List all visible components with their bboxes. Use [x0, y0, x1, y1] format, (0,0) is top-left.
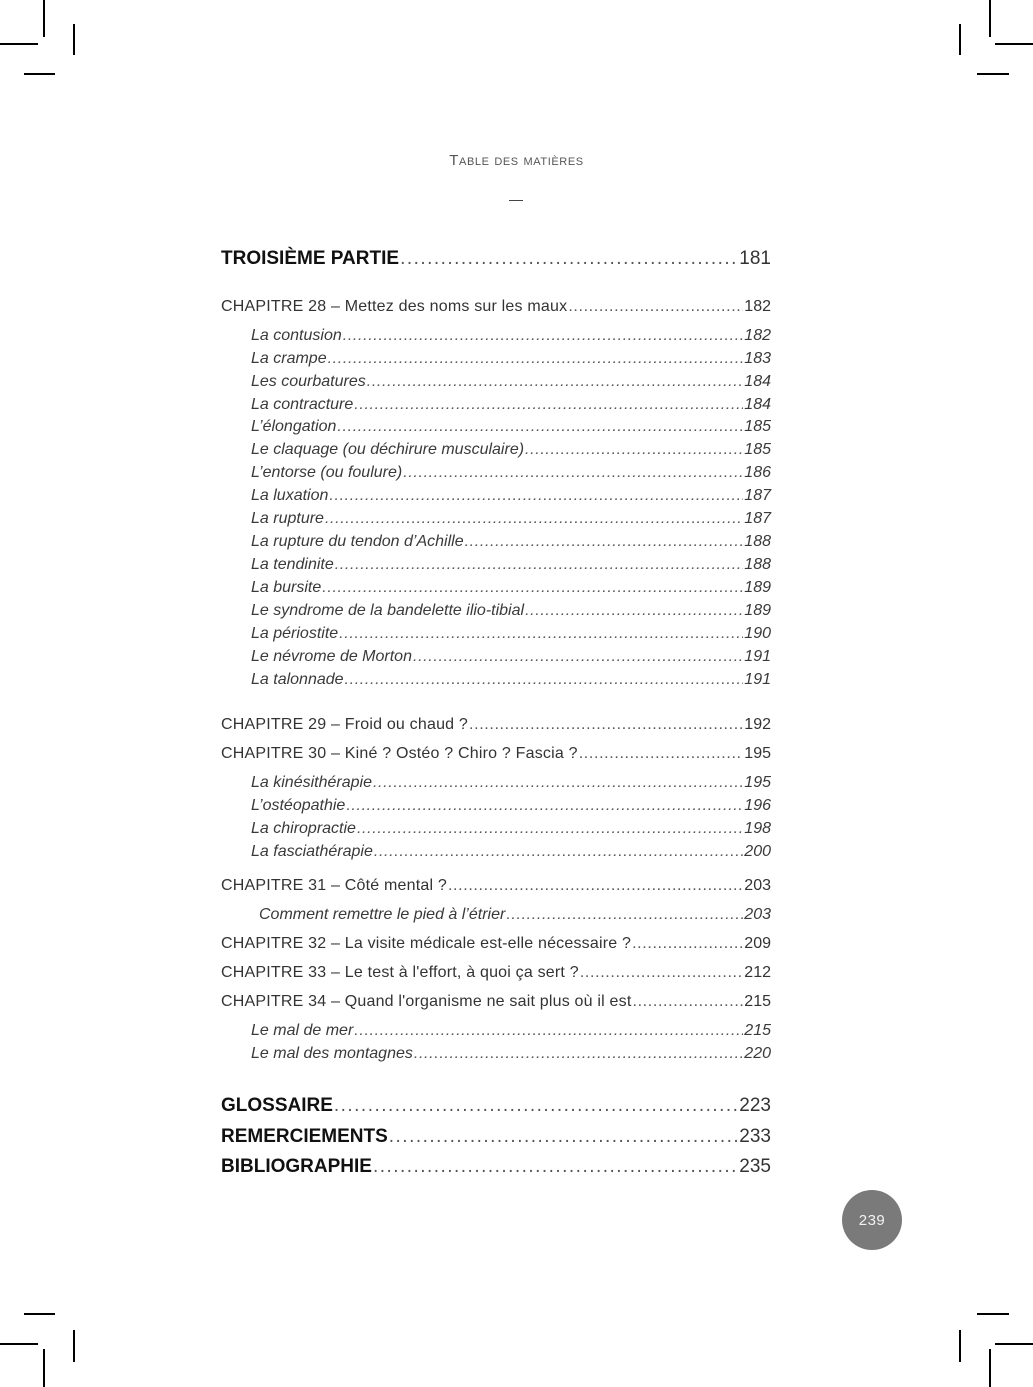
toc-item-label: La rupture [251, 510, 324, 527]
toc-item-page: 190 [744, 625, 771, 642]
toc-item-label: La contracture [251, 396, 354, 413]
toc-item[interactable] [251, 441, 771, 459]
crop-mark [989, 0, 991, 37]
dot-leader [357, 820, 743, 838]
toc-chapter-page: 215 [744, 993, 771, 1010]
dot-leader [343, 327, 744, 345]
toc-item[interactable] [251, 671, 771, 689]
toc-part-label: TROISIÈME PARTIE [221, 248, 400, 269]
crop-mark [977, 1313, 1009, 1315]
crop-mark [24, 73, 55, 75]
toc-item[interactable] [251, 487, 771, 505]
toc-item-label: La crampe [251, 350, 327, 367]
dot-leader [400, 248, 738, 270]
toc-back-page: 223 [739, 1095, 771, 1116]
toc-item-page: 220 [744, 1045, 771, 1062]
toc-back-page: 235 [739, 1156, 771, 1177]
toc-item-label: Les courbatures [251, 373, 366, 390]
toc-item-page: 186 [744, 464, 771, 481]
crop-mark [73, 24, 75, 55]
toc-item-page: 185 [744, 418, 771, 435]
toc-chapter[interactable] [221, 877, 771, 895]
dot-leader [345, 671, 744, 689]
toc-item-page: 187 [744, 510, 771, 527]
toc-part[interactable] [221, 248, 771, 270]
dot-leader [448, 877, 743, 895]
crop-mark [959, 24, 961, 55]
toc-chapter[interactable] [221, 993, 771, 1011]
toc-item-page: 187 [744, 487, 771, 504]
dot-leader [413, 648, 743, 666]
toc-item[interactable] [251, 843, 771, 861]
toc-item-label: Le névrome de Morton [251, 648, 412, 665]
toc-chapter[interactable] [221, 745, 771, 763]
dot-leader [506, 906, 743, 924]
toc-item[interactable] [259, 906, 771, 924]
toc-item-label: La périostite [251, 625, 339, 642]
toc-item[interactable] [251, 602, 771, 620]
toc-chapter[interactable] [221, 298, 771, 316]
toc-item-label: La talonnade [251, 671, 344, 688]
toc-chapter-label: CHAPITRE 28 – Mettez des noms sur les maux [221, 298, 568, 315]
toc-item-label: L’entorse (ou foulure) [251, 464, 403, 481]
toc-chapter-page: 192 [744, 716, 771, 733]
toc-back-matter[interactable] [221, 1126, 771, 1148]
toc-item[interactable] [251, 1045, 771, 1063]
toc-chapter-page: 182 [744, 298, 771, 315]
toc-item-label: La bursite [251, 579, 322, 596]
page-number: 239 [858, 1211, 886, 1229]
toc-chapter-label: CHAPITRE 32 – La visite médicale est-elle nécessaire ? [221, 935, 632, 952]
toc-item-page: 185 [744, 441, 771, 458]
dot-leader [525, 602, 743, 620]
toc-item-page: 188 [744, 533, 771, 550]
toc-chapter-page: 212 [744, 964, 771, 981]
toc-item-label: La fasciathérapie [251, 843, 373, 860]
toc-item-label: La tendinite [251, 556, 334, 573]
crop-mark [43, 1349, 45, 1387]
dot-leader [414, 1045, 743, 1063]
toc-item-label: Comment remettre le pied à l’étrier [259, 906, 506, 923]
toc-item-page: 215 [744, 1022, 771, 1039]
dot-leader [525, 441, 743, 459]
toc-item[interactable] [251, 648, 771, 666]
toc-chapter[interactable] [221, 716, 771, 734]
toc-item-label: L’ostéopathie [251, 797, 346, 814]
toc-item-page: 183 [744, 350, 771, 367]
toc-back-label: REMERCIEMENTS [221, 1126, 388, 1147]
toc-back-matter[interactable] [221, 1095, 771, 1117]
dot-leader [373, 1156, 738, 1178]
toc-item[interactable] [251, 327, 771, 345]
toc-item[interactable] [251, 350, 771, 368]
crop-mark [0, 1343, 38, 1345]
dot-leader [322, 579, 743, 597]
toc-item[interactable] [251, 579, 771, 597]
toc-chapter[interactable] [221, 935, 771, 953]
toc-item[interactable] [251, 820, 771, 838]
toc-item-label: La rupture du tendon d’Achille [251, 533, 464, 550]
dot-leader [389, 1126, 739, 1148]
toc-chapter-label: CHAPITRE 33 – Le test à l'effort, à quoi ça sert ? [221, 964, 579, 981]
crop-mark [977, 73, 1009, 75]
toc-item-label: La contusion [251, 327, 342, 344]
dot-leader [335, 556, 744, 574]
toc-chapter-page: 203 [744, 877, 771, 894]
dot-leader [325, 510, 743, 528]
dot-leader [403, 464, 743, 482]
toc-item-label: Le mal des montagnes [251, 1045, 413, 1062]
dot-leader [339, 625, 743, 643]
toc-chapter-label: CHAPITRE 30 – Kiné ? Ostéo ? Chiro ? Fascia ? [221, 745, 578, 762]
toc-item-page: 196 [744, 797, 771, 814]
toc-chapter-label: CHAPITRE 29 – Froid ou chaud ? [221, 716, 469, 733]
toc-chapter-label: CHAPITRE 31 – Côté mental ? [221, 877, 447, 894]
dot-leader [580, 964, 743, 982]
toc-item[interactable] [251, 1022, 771, 1040]
dot-leader [633, 993, 744, 1011]
dot-leader [367, 373, 744, 391]
dot-leader [374, 843, 743, 861]
toc-part-page: 181 [739, 248, 771, 269]
running-title: Table des matières [449, 152, 584, 169]
toc-chapter[interactable] [221, 964, 771, 982]
toc-item-page: 191 [744, 671, 771, 688]
crop-mark [995, 43, 1033, 45]
toc-item-page: 188 [744, 556, 771, 573]
toc-item[interactable] [251, 774, 771, 792]
toc-item-label: Le claquage (ou déchirure musculaire) [251, 441, 525, 458]
toc-item[interactable] [251, 418, 771, 436]
toc-item[interactable] [251, 510, 771, 528]
crop-mark [24, 1313, 55, 1315]
toc-item-page: 198 [744, 820, 771, 837]
crop-mark [0, 43, 38, 45]
dot-leader [632, 935, 743, 953]
toc-item[interactable] [251, 464, 771, 482]
dot-leader [334, 1095, 738, 1117]
toc-item[interactable] [251, 396, 771, 414]
toc-back-label: GLOSSAIRE [221, 1095, 333, 1116]
toc-item-page: 203 [744, 906, 771, 923]
crop-mark [43, 0, 45, 37]
toc-item[interactable] [251, 533, 771, 551]
dot-leader [469, 716, 743, 734]
toc-item-page: 195 [744, 774, 771, 791]
page-number-badge [842, 1190, 902, 1250]
crop-mark [73, 1330, 75, 1362]
toc-item-label: La kinésithérapie [251, 774, 372, 791]
dot-leader [337, 418, 743, 436]
dot-leader [329, 487, 743, 505]
dot-leader [465, 533, 744, 551]
toc-item-page: 189 [744, 579, 771, 596]
toc-item-label: Le mal de mer [251, 1022, 354, 1039]
dot-leader [328, 350, 744, 368]
toc-back-page: 233 [739, 1126, 771, 1147]
dot-leader [354, 396, 743, 414]
toc-chapter-page: 209 [744, 935, 771, 952]
toc-item[interactable] [251, 373, 771, 391]
toc-item-page: 182 [744, 327, 771, 344]
toc-back-label: BIBLIOGRAPHIE [221, 1156, 372, 1177]
toc-chapter-label: CHAPITRE 34 – Quand l'organisme ne sait plus où il est [221, 993, 632, 1010]
toc-item-label: Le syndrome de la bandelette ilio-tibial [251, 602, 525, 619]
dot-leader [568, 298, 743, 316]
dot-leader [354, 1022, 743, 1040]
crop-mark [959, 1330, 961, 1362]
dot-leader [579, 745, 744, 763]
toc-item-page: 200 [744, 843, 771, 860]
toc-item-label: L’élongation [251, 418, 337, 435]
toc-item[interactable] [251, 797, 771, 815]
toc-item-label: La chiropractie [251, 820, 356, 837]
toc-item[interactable] [251, 556, 771, 574]
crop-mark [989, 1349, 991, 1387]
toc-chapter-page: 195 [744, 745, 771, 762]
crop-mark [995, 1343, 1033, 1345]
dot-leader [373, 774, 743, 792]
toc-item-label: La luxation [251, 487, 329, 504]
title-dash [509, 200, 523, 201]
toc-item-page: 191 [744, 648, 771, 665]
toc-item[interactable] [251, 625, 771, 643]
toc-item-page: 184 [744, 396, 771, 413]
toc-item-page: 189 [744, 602, 771, 619]
dot-leader [346, 797, 743, 815]
toc-back-matter[interactable] [221, 1156, 771, 1178]
toc-item-page: 184 [744, 373, 771, 390]
